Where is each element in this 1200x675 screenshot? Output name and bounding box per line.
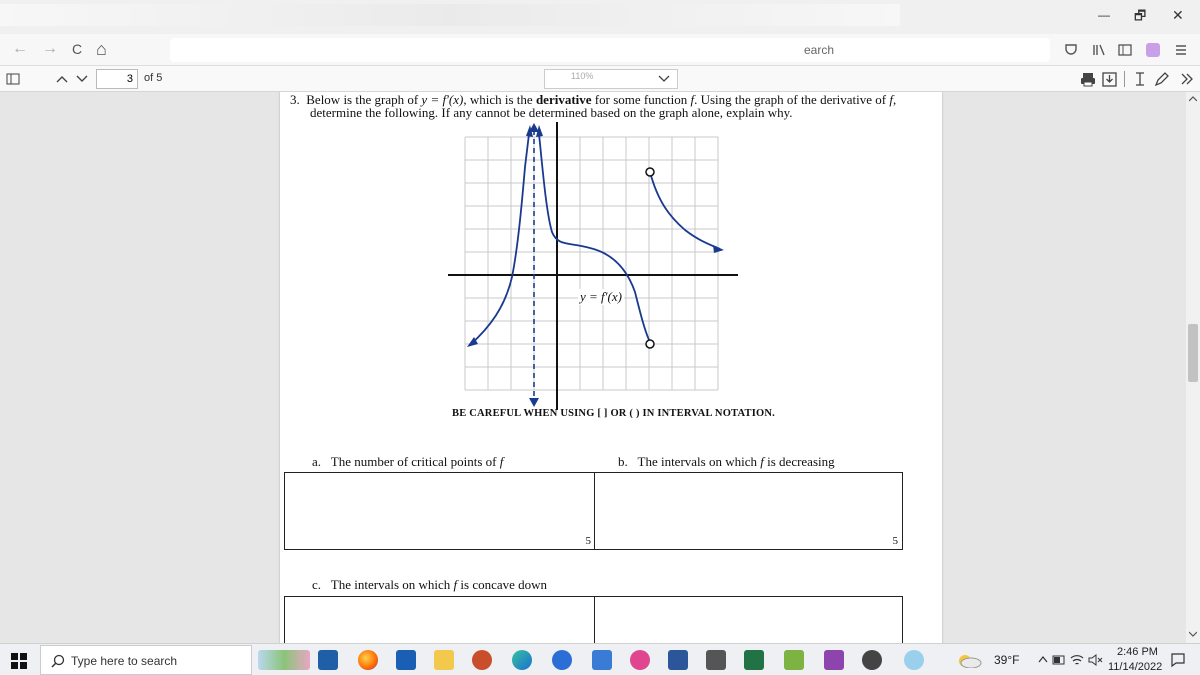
address-search-fragment: earch xyxy=(804,43,835,57)
toolbar-separator xyxy=(1124,71,1125,87)
forward-icon[interactable]: → xyxy=(42,40,58,57)
derivative-graph xyxy=(440,122,750,410)
pdf-toolbar xyxy=(0,66,1200,92)
save-icon[interactable] xyxy=(1102,72,1117,87)
part-c-text: The intervals on which xyxy=(330,577,454,592)
extension-icon[interactable] xyxy=(1146,43,1160,57)
draw-tool-icon[interactable] xyxy=(1154,71,1170,87)
powerpoint-icon[interactable] xyxy=(472,650,492,670)
edge-icon[interactable] xyxy=(512,650,532,670)
part-b-text: is decreasing xyxy=(763,454,835,469)
sidebar-icon[interactable] xyxy=(1118,43,1132,57)
part-a-text: The number of critical points of xyxy=(330,454,500,469)
question-text: for some function xyxy=(591,92,691,107)
clock-date[interactable]: 11/14/2022 xyxy=(1108,661,1163,673)
tray-overflow-icon[interactable] xyxy=(1038,655,1048,663)
part-c-prompt xyxy=(312,577,547,593)
windows-taskbar xyxy=(0,643,1200,675)
browser-icon[interactable] xyxy=(552,650,572,670)
open-point-bottom xyxy=(646,340,654,348)
library-icon[interactable] xyxy=(1092,43,1106,57)
minimize-icon[interactable]: — xyxy=(1098,8,1110,22)
pdf-viewer[interactable] xyxy=(0,92,1200,643)
tab-strip[interactable] xyxy=(0,4,900,26)
part-b-letter: b. xyxy=(618,454,628,469)
question-emphasis: derivative xyxy=(535,92,592,107)
scroll-up-icon[interactable] xyxy=(1189,96,1197,102)
address-bar[interactable] xyxy=(170,38,1050,62)
scrollbar-thumb[interactable] xyxy=(1188,324,1198,382)
firefox-icon[interactable] xyxy=(358,650,378,670)
question-text: , xyxy=(893,92,897,107)
question-text: , which is the xyxy=(463,92,536,107)
home-icon[interactable]: ⌂ xyxy=(96,39,107,59)
question-equation: y = f′(x) xyxy=(421,92,464,107)
taskbar-search-box[interactable] xyxy=(40,645,252,675)
part-b-text: The intervals on which xyxy=(637,454,761,469)
zoom-dropdown-icon[interactable] xyxy=(658,75,670,83)
points-label-b: 5 xyxy=(892,535,898,547)
weather-cloud-icon xyxy=(956,652,982,668)
page-total-label: of 5 xyxy=(144,72,163,84)
derivative-curve xyxy=(470,134,720,345)
pdf-page xyxy=(280,92,942,643)
function-symbol: f xyxy=(453,577,458,592)
question-line-2: determine the following. If any cannot be determined based on the graph alone, explain why. xyxy=(310,105,793,120)
part-b-prompt xyxy=(618,454,835,470)
answer-box-d[interactable] xyxy=(594,596,903,643)
vertical-scrollbar[interactable] xyxy=(1186,92,1200,643)
close-icon[interactable]: ✕ xyxy=(1172,7,1184,23)
scroll-down-icon[interactable] xyxy=(1189,631,1197,637)
restore-icon[interactable]: 🗗 xyxy=(1134,8,1147,23)
menu-icon[interactable] xyxy=(1174,43,1188,57)
more-tools-icon[interactable] xyxy=(1180,73,1194,85)
photos-icon[interactable] xyxy=(592,650,612,670)
zoom-select[interactable]: 110% xyxy=(544,69,678,89)
graph-label: y = f′(x) xyxy=(580,289,622,304)
weather-temperature[interactable]: 39°F xyxy=(994,653,1020,667)
open-point-top xyxy=(646,168,654,176)
text-tool-icon[interactable] xyxy=(1134,71,1146,87)
points-label-a: 5 xyxy=(585,535,591,547)
paint-3d-icon[interactable] xyxy=(904,650,924,670)
excel-icon[interactable] xyxy=(744,650,764,670)
clock-time[interactable]: 2:46 PM xyxy=(1117,646,1158,658)
question-number: 3. xyxy=(290,92,300,107)
visual-studio-icon[interactable] xyxy=(824,650,844,670)
part-c-letter: c. xyxy=(312,577,322,592)
page-number-input[interactable]: 3 xyxy=(96,69,138,89)
word-icon[interactable] xyxy=(668,650,688,670)
question-text: Below is the graph of xyxy=(306,92,422,107)
media-icon[interactable] xyxy=(862,650,882,670)
previous-page-icon[interactable] xyxy=(56,74,68,84)
sidebar-toggle-icon[interactable] xyxy=(6,72,20,86)
calculator-icon[interactable] xyxy=(706,650,726,670)
curve-arrowheads xyxy=(467,125,724,347)
part-c-text: is concave down xyxy=(457,577,548,592)
file-explorer-icon[interactable] xyxy=(434,650,454,670)
app-icon[interactable] xyxy=(630,650,650,670)
question-text: . Using the graph of the derivative of xyxy=(694,92,890,107)
battery-icon[interactable] xyxy=(1052,654,1066,666)
interval-notation-note: BE CAREFUL WHEN USING [ ] OR ( ) IN INTERVAL NOTATION. xyxy=(452,408,775,419)
volume-muted-icon[interactable] xyxy=(1088,653,1104,667)
answer-box-a[interactable] xyxy=(284,472,596,550)
graph-grid xyxy=(465,137,718,390)
answer-box-c[interactable] xyxy=(284,596,596,643)
widgets-icon[interactable] xyxy=(258,650,310,670)
next-page-icon[interactable] xyxy=(76,74,88,84)
function-symbol: f xyxy=(690,92,695,107)
browser-title-bar xyxy=(0,0,1200,34)
reload-icon[interactable]: C xyxy=(72,41,83,57)
back-icon[interactable]: ← xyxy=(12,40,28,57)
part-a-letter: a. xyxy=(312,454,322,469)
pocket-icon[interactable] xyxy=(1064,43,1078,57)
mail-icon[interactable] xyxy=(396,650,416,670)
paint-icon[interactable] xyxy=(784,650,804,670)
function-symbol: f xyxy=(760,454,764,469)
taskbar-search-placeholder: Type here to search xyxy=(71,654,178,668)
part-a-prompt xyxy=(312,454,503,470)
function-symbol: f xyxy=(499,454,504,469)
answer-box-b[interactable] xyxy=(594,472,903,550)
search-icon xyxy=(51,654,65,668)
wifi-icon[interactable] xyxy=(1070,653,1084,667)
print-icon[interactable] xyxy=(1080,72,1096,87)
function-symbol: f xyxy=(889,92,894,107)
notification-icon[interactable] xyxy=(1170,652,1186,668)
windows-start-icon[interactable] xyxy=(11,653,27,669)
navigation-bar xyxy=(0,34,1200,66)
store-icon[interactable] xyxy=(318,650,338,670)
